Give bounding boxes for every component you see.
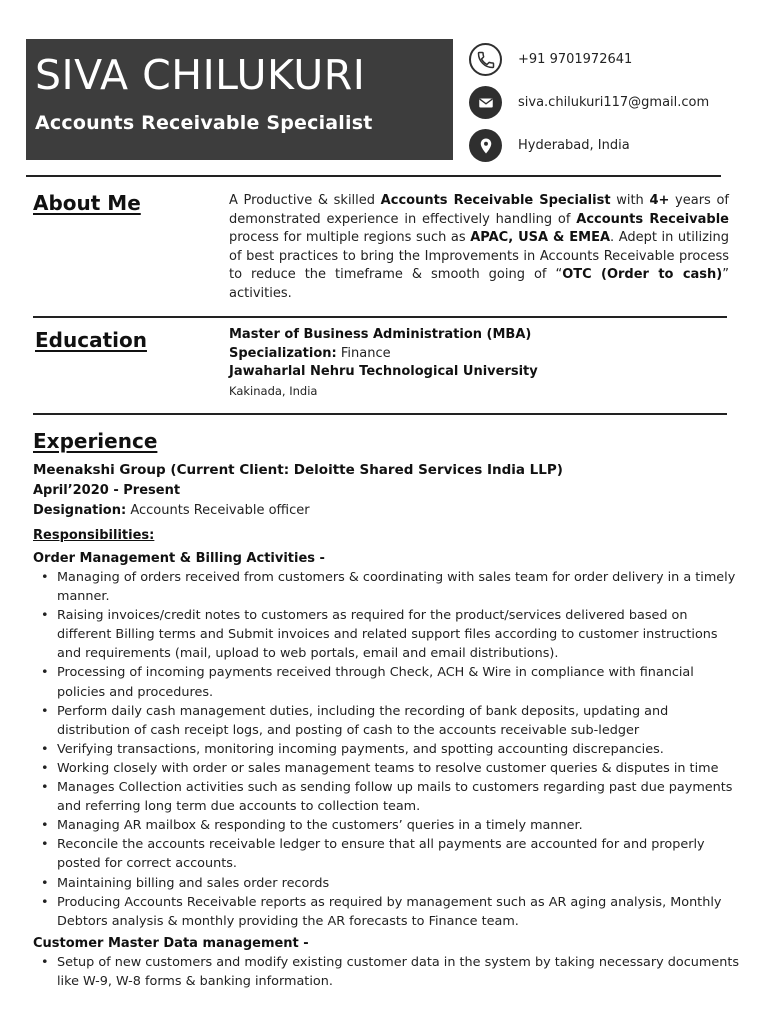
education-details xyxy=(229,326,538,400)
about-highlight: 4+ xyxy=(649,193,670,208)
about-highlight: Accounts Receivable Specialist xyxy=(380,193,611,208)
location-text: Hyderabad, India xyxy=(518,138,630,153)
about-text-run: with xyxy=(610,193,650,208)
education-heading: Education xyxy=(35,328,147,352)
about-highlight: OTC (Order to cash) xyxy=(562,267,723,282)
list-item: • Reconcile the accounts receivable ledger to ensure that all payments are accounted for and properly posted for correct accounts. xyxy=(57,835,743,873)
about-text-run: . Adept in utilizing of best practices to bring the Improvements in Accounts Receivable process to reduce the timeframe & smooth going of “ xyxy=(229,230,730,282)
employment-period: April’2020 - Present xyxy=(33,483,181,498)
about-text-run: ” activities. xyxy=(229,267,729,301)
list-item: • Perform daily cash management duties, including the recording of bank deposits, updating and distribution of cash receipt logs, and posting of cash to the accounts receivable sub-ledger xyxy=(57,702,743,740)
designation-value: Accounts Receivable officer xyxy=(126,503,310,518)
contact-email xyxy=(469,86,709,119)
list-item: • Maintaining billing and sales order records xyxy=(57,874,743,893)
about-heading: About Me xyxy=(33,191,141,215)
candidate-name: SIVA CHILUKURI xyxy=(35,51,366,99)
section-title: Customer Master Data management - xyxy=(33,935,309,951)
list-item: • Managing of orders received from customers & coordinating with sales team for order delivery in a timely manner. xyxy=(57,568,743,606)
list-item: • Verifying transactions, monitoring incoming payments, and spotting accounting discrepancies. xyxy=(57,740,743,759)
about-divider xyxy=(33,316,727,318)
envelope-icon xyxy=(469,86,502,119)
specialization-label: Specialization: xyxy=(229,345,337,361)
list-item: • Producing Accounts Receivable reports as required by management such as AR aging analysis, Monthly Debtors analysis & monthly providing the AR forecasts to Finance team. xyxy=(57,893,743,931)
about-paragraph xyxy=(229,192,729,303)
responsibility-list xyxy=(33,953,743,991)
list-item: • Setup of new customers and modify existing customer data in the system by taking necessary documents like W-9, W-8 forms & banking information. xyxy=(57,953,743,991)
responsibility-list xyxy=(33,568,743,931)
specialization-line xyxy=(229,345,538,364)
about-highlight: APAC, USA & EMEA xyxy=(470,230,611,245)
phone-icon xyxy=(469,43,502,76)
email-address: siva.chilukuri117@gmail.com xyxy=(518,95,710,110)
about-text-run: years of demonstrated experience in effectively handling of xyxy=(229,193,729,227)
header-divider xyxy=(26,175,721,177)
map-pin-icon xyxy=(469,129,502,162)
about-highlight: Accounts Receivable xyxy=(576,211,729,227)
contact-location xyxy=(469,129,630,162)
name-banner xyxy=(26,39,453,160)
responsibility-sections xyxy=(33,549,743,991)
list-item: • Raising invoices/credit notes to customers as required for the product/services delivered based on different Billing terms and Submit invoices and related support files according to customer instructions and requirements (mail, upload to web portals, email and email distributions). xyxy=(57,606,743,663)
company-name: Meenakshi Group (Current Client: Deloitte Shared Services India LLP) xyxy=(33,462,563,478)
job-title: Accounts Receivable Specialist xyxy=(35,112,373,134)
section-title: Order Management & Billing Activities - xyxy=(33,551,325,566)
degree: Master of Business Administration (MBA) xyxy=(229,327,532,342)
contact-phone xyxy=(469,43,632,76)
designation-label: Designation: xyxy=(33,503,127,518)
experience-body xyxy=(33,460,743,991)
university: Jawaharlal Nehru Technological University xyxy=(229,364,538,379)
education-divider xyxy=(33,413,727,415)
responsibilities-label: Responsibilities: xyxy=(33,528,155,543)
list-item: • Processing of incoming payments received through Check, ACH & Wire in compliance with financial policies and procedures. xyxy=(57,663,743,701)
specialization-value: Finance xyxy=(336,345,391,361)
phone-number: +91 9701972641 xyxy=(518,52,633,67)
university-location: Kakinada, India xyxy=(229,383,318,398)
experience-heading: Experience xyxy=(33,429,158,453)
about-text-run: A Productive & skilled xyxy=(229,193,381,208)
list-item: • Manages Collection activities such as sending follow up mails to customers regarding past due payments and referring long term due accounts to collection team. xyxy=(57,778,743,816)
list-item: • Managing AR mailbox & responding to the customers’ queries in a timely manner. xyxy=(57,816,743,835)
about-text-run: process for multiple regions such as xyxy=(229,230,471,245)
designation-line xyxy=(33,501,743,521)
list-item: • Working closely with order or sales management teams to resolve customer queries & disputes in time xyxy=(57,759,743,778)
